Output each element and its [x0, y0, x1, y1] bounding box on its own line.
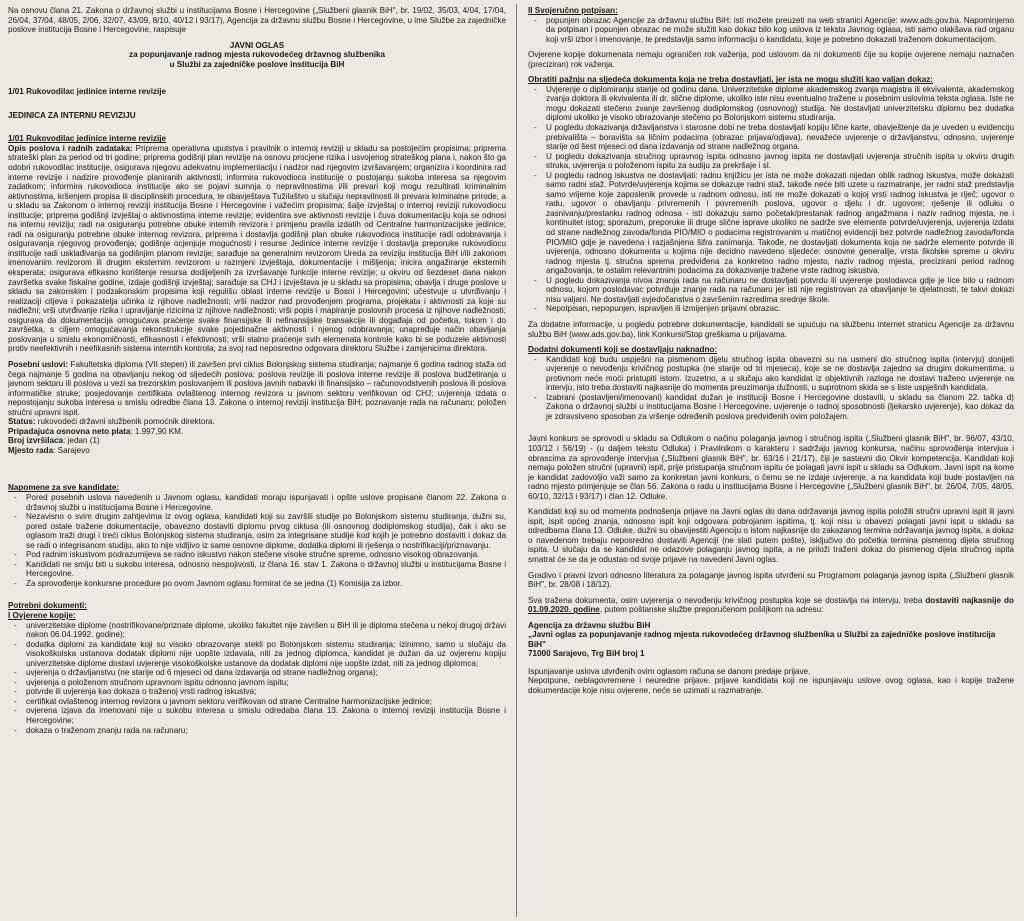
deadline-text-c: , putem poštanske službe preporučenom pošiljkom na adresu:	[599, 605, 824, 615]
closing-paragraph-1: Ispunjavanje uslova utvrđenih ovim oglasom računa se danom predaje prijave.	[528, 666, 811, 676]
attention-item: - Uvjerenje o diplomiranju starije od godinu dana. Univerzitetske diplome akademskog zvanja magistra ili ekvivalenta, akademskog zvanja doktora ili ekvivalenta ili dr. slične diplome, ukoliko iste nisu eventualno tražene u posebnim uslovima teksta oglasa. Iste ne mogu dokazati stečeno zvanje završenog dodiplomskog (osnovnog) studija. Ne dostavljati univerzitetsku diplomu bez dodatka diplomi ukoliko je visoko obrazovanje stečeno po Bolonjskom sistemu studiranja.	[528, 85, 1014, 123]
note-item: - Pored posebnih uslova navedenih u Javnom oglasu, kandidati moraju ispunjavati i opšte uslove propisane članom 22. Zakona o državnoj službi u institucijama Bosne i Hercegovine.	[8, 493, 506, 512]
contest-paragraph: Javni konkurs se sprovodi u skladu sa Odlukom o načinu polaganja javnog i stručnog ispita („Službeni glasnik BiH", br. 96/07, 43/10, 103/12 i 56/19) - (u daljem tekstu Odluka) i Pravilnikom o karakteru i sadržaju javnog konkursa, načinu sprovođenja intervjua i obrascima za sprovođenje intervjua („Službeni glasnik BiH", br. 63/16 i 21/17), čiji je sastavni dio Okvir kompetencija. Kandidati koji nemaju položen stručni (upravni) ispit, prije pristupanja stručnom ispitu će polagati javni ispit u skladu sa Odlukom. Javni ispit na kome je kandidat zadovoljio važi samo za konkretan javni konkurs, o čemu se ne izdaje uvjerenje, a na kandidata koji bude postavljen na radno mjesto primjenjuje se član 56. Zakona o radu u institucijama Bosne i Hercegovine („Službeni glasnik BiH", br. 26/04, 7/05, 48/05, 60/10, 32/13 i 93/17) i član 12. Odluke.	[528, 434, 1014, 501]
attention-heading: Obratiti pažnju na sljedeća dokumenta koja ne treba dostavljati, jer ista ne mogu služiti kao valjan dokaz:	[528, 75, 934, 85]
exam-notice-paragraph: Kandidati koji su od momenta podnošenja prijave na Javni oglas do dana održavanja javnog ispita položili stručni upravni ispit ili javni ispit, ispit općeg znanja, odnosno ispit koji odgovara pobrojanim ispitima, tj. koji nisu u obavezi polagati javni ispit u skladu sa odredbama člana 13. Odluke, dužni su obavijestiti Agenciju o istom najkasnije do zakazanog termina održavanja javnog ispita, a dokaz o navedenom trebaju neposredno dostaviti Agenciji (ne slati putem pošte), isključivo do početka termina pismenog dijela stručnog ispita. U slučaju da se kandidat ne odazove polaganju javnog ispita, a ne priloži traženi dokaz do pismenog dijela stručnog ispita smatrat će se da je odustao od svoje prijave na navedeni Javni oglas.	[528, 507, 1014, 564]
doc-item: - univerzitetske diplome (nostrifikovane/priznate diplome, ukoliko fakultet nije završen u BiH ili je diploma stečena u nekoj drugoj državi nakon 06.04.1992. godine);	[8, 621, 506, 640]
right-column	[528, 6, 1014, 917]
deadline-paragraph	[528, 596, 1014, 615]
extra-doc-item: - Kandidati koji budu uspješni na pismenom dijelu stručnog ispita obavezni su na usmeni dio stručnog ispita (intervju) donijeti uvjerenje o nevođenju krivičnog postupka (ne starije od tri mjeseca), koje se ne dostavlja zajedno sa drugim dokumentima, u protivnom neće moći pristupiti istom. Izuzetno, a u slučaju ako kandidat iz objektivnih razloga ne dostavi traženo uvjerenje na intervju, isto treba dostaviti najkasnije do momenta preuzimanja dužnosti, u suprotnom skida se s liste uspješnih kandidata.	[528, 355, 1014, 393]
doc-item: - dokaza o traženom znanju rada na računaru;	[8, 726, 506, 736]
position-heading: 1/01 Rukovodilac jedinice interne revizije	[8, 87, 167, 97]
conditions-label: Posebni uslovi:	[8, 359, 69, 369]
closing-paragraph-2: Nepotpune, neblagovremene i neuredne prijave, prijave kandidata koji ne ispunjavaju uslove ovog oglasa, kao i kopije tražene dokumentacije koje nisu ovjerene, neće se uzimati u razmatranje.	[528, 676, 1014, 695]
signed-item: - popunjen obrazac Agencije za državnu službu BiH: isti možete preuzeti na web stranici Agencije: www.ads.gov.ba. Napominjemo da potpisan i popunjen obrazac ne može služiti kao dokaz bilo kog uslova iz teksta Javnog oglasa, isti samo olakšava rad organu koji vrši izbor i imenovanje, te predstavlja samo informaciju o kandidatu, koje je potrebno dokazati traženom dokumentacijom.	[528, 16, 1014, 45]
salary-text: : 1.997,90 KM.	[130, 426, 184, 436]
doc-item: - ovjerena izjava da imenovani nije u sukobu interesa u smislu odredaba člana 13. Zakona o internoj reviziji institucija Bosne i Hercegovine;	[8, 706, 506, 725]
docs-heading: Potrebni dokumenti:	[8, 601, 87, 611]
note-item: - Nezavisno o svim drugim zahtjevima iz ovog oglasa, kandidati koji su završili studije po Bolonjskom sistemu studiranja, dužni su, pored ostale tražene dokumentacije, obavezno dostaviti diplomu prvog ciklusa (ili osnovnog dodiplomskog studija), čak i ako se oglasom traži drugi i treći ciklus Bolonjskog sistema studiranja, osim za integrisane studije kod kojih je potrebno dostaviti i dokaz da se radi o integrisanom studiju, ako to nije vidljivo iz same osnovne diplome, dodatka diplomi ili rješenja o nostrifikaciji/priznavanju.	[8, 512, 506, 550]
doc-item: - potvrde ili uvjerenja kao dokaza o traženoj vrsti radnog iskustva;	[8, 687, 506, 697]
attention-item: - U pogledu dokazivanja stručnog upravnog ispita odnosno javnog ispita ne dostavljati uvjerenja stručnih ispita u okviru drugih struka, uvjerenja o položenom ispitu za sudiju za prekršaje i sl.	[528, 152, 1014, 171]
title-line-2: za popunjavanje radnog mjesta rukovodećeg državnog službenika	[129, 50, 385, 60]
position-heading-2: 1/01 Rukovodilac jedinice interne revizije	[8, 134, 167, 144]
validity-paragraph: Ovjerene kopije dokumenata nemaju ograničen rok važenja, pod uslovom da ni dokumenti čije su kopije ovjerene nemaju naznačen (preciziran) rok važenja.	[528, 50, 1014, 69]
note-item: - Kandidati ne smiju biti u sukobu interesa, odnosno nespojivosti, iz člana 16. stav 1. Zakona o državnoj službi u institucijama Bosne i Hercegovine.	[8, 560, 506, 579]
notes-heading: Napomene za sve kandidate:	[8, 483, 120, 493]
doc-item: - certifikat ovlaštenog internog revizora u javnom sektoru verifikovan od strane Centralne harmonizacijske jedinice;	[8, 697, 506, 707]
duties-paragraph	[8, 144, 506, 354]
duties-text: Priprema operativna uputstva i pravilnik o internoj reviziji u skladu sa postojećim propisima; priprema strateški plan za period od tri godine; priprema godišnji plan revizije na osnovu procjene rizika i usvojenog strateškog plana i, nakon što ga odobri rukovodilac institucije, osigurava njegovu adekvatnu implementaciju i nadzor nad njegovim izvršavanjem; organizira i koordinira rad interne revizije i nadzire provođenje planiranih aktivnosti; informira rukovodioca institucije o postojanju sukoba interesa sa njegovim zadatkom; informira rukovodioca institucije ako se pojavi sumnja o nepravilnostima i/ili prevari koji mogu rezultirati kriminalnim aktivnostima, kršenjem propisa ili disciplinskih procedura, te obavještava Tužilaštvo u slučaju nepravilnosti ili prevara kriminalne prirode, a u skladu sa Zakonom o internoj reviziji institucija Bosne i Hercegovine i važećim propisima; šalje izvještaj o internoj reviziji rukovodiocu institucije; priprema godišnji izvještaj o aktivnostima interne revizije; evidentira sve aktivnosti revizije i čuva dokumentaciju koja se odnosi na internu reviziju; radi na osiguranju potrebne obuke internih revizora i primjenu pravila izdatih od Centralne harmonizacijske jedinice; radi na osiguranju potrebne obuke internog revizora, priprema i dostavlja godišnji plan obuke rukovodioca institucije radi odobravanja i osiguravanja njegovog provođenja; godišnje ocjenjuje mogućnosti i resurse Jedinice interne revizije i dostavlja preporuke rukovodiocu institucije radi usklađivanja sa godišnjim planom revizije; sarađuje sa generalnim revizorom Ureda za reviziju institucija BiH i/ili zakonom imenovanim revizorom ili drugim eksternim revizorom u razmjeni izvještaja, dokumentacije i mišljenja; inicira angažiranje eksternih eksperata; osigurava efikasno korištenje resursa dodijeljenih za izvršavanje funkcije interne revizije; u okviru od šezdeset dana nakon završetka svake fiskalne godine, izdaje godišnji izvještaj; sarađuje sa CHJ i izvještava je u skladu sa propisima; obavlja i druge poslove u skladu sa zakonskim i podzakonskim propisima koji regulišu oblast interne revizije u Bosni i Hercegovini; učestvuje u utvrđivanju i realizaciji ciljeva i pokazatelja učinka iz njihove nadležnosti; vrši nadzor nad provođenjem programa, projekata i aktivnosti za koje su nadležni; vrši utvrđivanje rizika i upravljanje rizicima iz njihove nadležnosti; vrši popis i mapiranje poslovnih procesa iz njihove nadležnosti; osigurava da dokumentacija omogućava praćenje svake finansijske ili nefinansijske transakcije ili događaja od početka, tokom i do završetka, s ciljem omogućavanja rekonstrukcije svake pojedinačne aktivnosti i njenog odobravanja; unapređuje način obavljanja poslovanja u smislu ekonomičnosti, efikasnosti i efektivnosti; vrši stalno praćenje svih elemenata kontrole kako bi se poduzele aktivnosti protiv neefektivnih i neefikasnih sistema interntih kontrola; za svoj rad neposredno odgovara direktoru Službe i zamjenicima direktora.	[8, 143, 506, 354]
attention-list	[528, 85, 1014, 314]
salary-line	[8, 427, 506, 437]
conditions-paragraph	[8, 360, 506, 417]
duties-label: Opis poslova i radnih zadataka:	[8, 143, 133, 153]
docs-list	[8, 621, 506, 736]
place-label: Mjesto rada	[8, 445, 54, 455]
place-line	[8, 446, 506, 456]
attention-item: - Nepotpisan, nepopunjen, ispravljen ili izmijenjen prijavni obrazac.	[528, 304, 1014, 314]
info-paragraph: Za dodatne informacije, u pogledu potrebne dokumentacije, kandidati se upućuju na službenu internet stranicu Agencije za državnu službu BiH (www.ads.gov.ba), link Konkursi/Stop greškama u prijavama.	[528, 319, 1014, 339]
count-line	[8, 436, 506, 446]
status-line	[8, 417, 506, 427]
signed-heading: II Svojeručno potpisan:	[528, 6, 618, 15]
status-label: Status:	[8, 417, 36, 427]
conditions-text: Fakultetska diploma (VII stepen) ili završen prvi ciklus Bolonjskog sistema studiranja; najmanje 6 godina radnog staža od čega najmanje 5 godina na obavljanju nekog od sljedećih poslova: poslova revizije ili poslova interne revizije ili poslova budžetiranja u javnom sektoru ili poslova u vezi sa trezorskim poslovanjem ili poslova javnih nabavki ili finansijsko – računovodstvenih poslova ili poslova informatičke struke; posjedovanje certifikata ovlaštenog internog revizora u javnom sektoru verifikovan od CHJ; uvjerenja izdata o nepostojanju sukoba interesa u smislu odredbe člana 13. Zakona o internoj reviziji institucija BiH; poznavanje rada na računaru; položen stručni upravni ispit.	[8, 359, 506, 417]
doc-item: - uvjerenja o državljanstvu (ne starije od 6 mjeseci od dana izdavanja od strane nadležnog organa);	[8, 668, 506, 678]
doc-item: - uvjerenja o položenom stručnom upravnom ispitu odnosno javnom ispitu;	[8, 678, 506, 688]
title-line-3: u Službi za zajedničke poslove institucija BiH	[169, 59, 345, 69]
status-text: rukovodeći državni službenik pomoćnik direktora.	[35, 417, 215, 427]
address-line-3: 71000 Sarajevo, Trg BiH broj 1	[528, 649, 645, 659]
intro-paragraph: Na osnovu člana 21. Zakona o državnoj službi u institucijama Bosne i Hercegovine („Službeni glasnik BiH", br. 19/02, 35/03, 4/04, 17/04, 26/04, 37/04, 48/05, 2/06, 32/07, 43/09, 8/10, 40/12 i 93/17), Agencija za državnu službu Bosne i Hercegovine, u ime Službe za zajedničke poslove institucija Bosne i Hercegovine, raspisuje	[8, 6, 506, 35]
attention-item: - U pogledu radnog iskustva ne dostavljati: radnu knjižicu jer ista ne može dokazati nijedan oblik radnog iskustva, može dokazati samo radni staž. Potvrde/uvjerenja kojima se dokazuje radni staž, takođe neće biti uzete u razmatranje, jer radni staž predstavlja samo vrijeme koje zaposlenik provede u radnom odnosu, isti ne može dokazati o kojoj vrsti radnog iskustva je riječ; ugovor o radu, ugovor o obavljanju privremenih i povremenih poslova, ugovor o djelu i dr. ugovore; rješenje ili odluku o zasnivanju/prestanku radnog odnosa - isti dokazuju samo početak/prestanak radnog angažmana i naziv radnog mjesta, ne i kontinuitet istog; sporazum, preporuke ili druge slične isprave ukoliko ne sadrže sve elemente potvrde/uvjerenja, uvjerenja izdata od strane nadležnog zavoda/fonda PIO/MIO o podacima registrovanim u matičnoj evidenciji bez potvrde nadležnog zavoda/fonda PIO/MIO gdje je navedena i razjašnjena šifra zanimanja. Takođe, ne dostavljati dokumenta koja ne sadrže elemente potvrde ili uvjerenja, odnosno dokumenta u kojima nije decidno navedeno sljedeće: osnovne generalije, vrsta školske spreme u okviru radnog mjesta tj. stručna sprema predviđena za konkretno radno mjesto, naziv radnog mjesta, precizirani period radnog angažovanja, te ostalim relevantnim podacima za dokazivanje tražene vrste radnog iskustva.	[528, 171, 1014, 276]
salary-label: Pripadajuća osnovna neto plata	[8, 426, 131, 436]
literature-paragraph: Gradivo i pravni izvori odnosno literatura za polaganje javnog ispita utvrđeni su Programom polaganja javnog ispita („Službeni glasnik BiH", br. 28/08 i 18/12).	[528, 570, 1014, 590]
note-item: - Za sprovođenje konkursne procedure po ovom Javnom oglasu formirat će se jedna (1) Komisija za izbor.	[8, 579, 506, 589]
left-column	[8, 6, 506, 917]
count-text: : jedan (1)	[63, 436, 100, 446]
column-divider	[516, 4, 517, 917]
deadline-text-b: dostaviti najkasnije do	[925, 595, 1014, 605]
address-line-1: Agencija za državnu službu BiH	[528, 620, 651, 630]
count-label: Broj izvršilaca	[8, 436, 64, 446]
extra-doc-item: - Izabrani (postavljeni/imenovani) kandidat dužan je instituciji Bosne i Hercegovine dostaviti, u skladu sa članom 22. tačka d) Zakona o državnoj službi u institucijama Bosne i Hercegovine, uvjerenje o radnoj sposobnosti (ljekarsko uvjerenje), kao dokaz da je zdravstveno sposoban za vršenje određenih poslova predviđenih ovim položajem.	[528, 393, 1014, 422]
title-line-1: JAVNI OGLAS	[229, 40, 285, 50]
signed-list	[528, 16, 1014, 45]
deadline-date: 01.09.2020. godine	[528, 605, 600, 615]
address-line-2: „Javni oglas za popunjavanje radnog mjesta rukovodećeg državnog službenika u Službi za zajedničke poslove institucija BiH"	[528, 630, 996, 649]
extra-docs-heading: Dodatni dokumenti koji se dostavljaju naknadno:	[528, 345, 718, 355]
place-text: : Sarajevo	[53, 445, 90, 455]
attention-item: - U pogledu dokazivanja nivoa znanja rada na računaru ne dostavljati potvrdu ili uvjerenje poslodavca gdje je lice bilo u radnom odnosu, kojom poslodavac potvrđuje znanje rada na računaru jer isti nije registrovan za obavljanje te djelatnosti, te takvi dokazi nisu valjani. Ne dostavljati svjedočanstva o završenim razredima srednje škole.	[528, 276, 1014, 305]
doc-item: - dodatka diplomi za kandidate koji su visoko obrazovanje stekli po Bolonjskom sistemu studiranja; izinimno, samo u slučaju da visokoškolska ustanova dodatak diplomi nije uopšte izdavala, niti za jednog diplomca, kandidat je dužan da uz ovjerenu kopiju univerzitetske diplome dostavi uvjerenje visokoškolske ustanove da dodatak diplomi nije uopšte izdat, niti za jednog diplomca;	[8, 640, 506, 669]
extra-docs-list	[528, 355, 1014, 422]
docs-subheading: I Ovjerene kopije:	[8, 610, 76, 620]
note-item: - Pod radnim iskustvom podrazumijeva se radno iskustvo nakon stečene visoke stručne spreme, odnosno visokog obrazovanja.	[8, 550, 506, 560]
address-block	[528, 621, 1014, 659]
ad-title	[8, 41, 506, 70]
attention-item: - U pogledu dokazivanja državljanstva i starosne dobi ne treba dostavljati kopiju lične karte, obavještenje da je uveden u evidenciju prebivališta – boravišta sa ličnim podacima (obrazac prijava/odjava), nevažeće uvjerenje o državljanstvu, odnosno, uvjerenje starije od šest mjeseci od dana izdavanja od strane nadležnog organa.	[528, 123, 1014, 152]
deadline-text-a: Sva tražena dokumenta, osim uvjerenja o nevođenju krivičnog postupka koje se dostavlja na intervju, treba	[528, 595, 926, 605]
notes-list	[8, 493, 506, 588]
unit-heading: JEDINICA ZA INTERNU REVIZIJU	[8, 110, 136, 120]
